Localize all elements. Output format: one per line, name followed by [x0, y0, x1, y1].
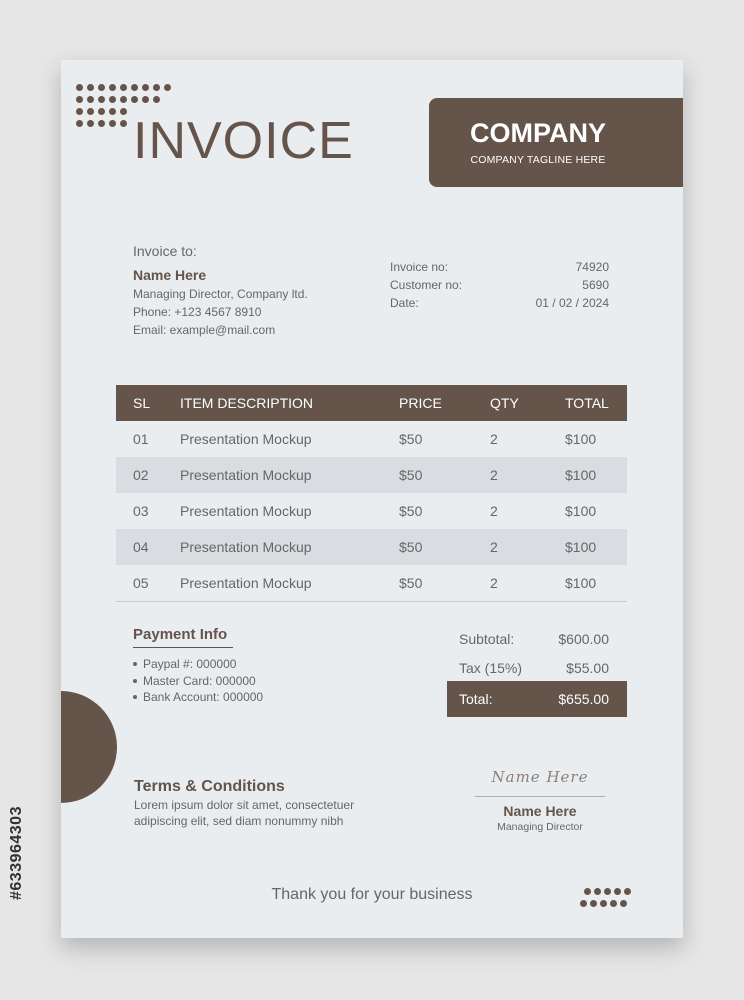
bullet-icon [133, 679, 137, 683]
client-name: Name Here [133, 267, 207, 283]
total-value: $655.00 [558, 691, 609, 707]
list-item [133, 689, 263, 706]
table-row [116, 457, 627, 493]
total-row [447, 681, 627, 717]
bill-to [133, 243, 308, 337]
company-name: COMPANY [469, 118, 606, 148]
cell-sl: 04 [116, 529, 180, 565]
cell-description: Presentation Mockup [180, 529, 399, 565]
cell-sl: 05 [116, 565, 180, 602]
meta-row-customer-no [390, 278, 609, 296]
company-tagline: COMPANY TAGLINE HERE [470, 154, 606, 166]
cell-price: $50 [399, 503, 423, 519]
cell-qty: 2 [490, 565, 565, 602]
cell-total: $100 [565, 431, 597, 447]
signatory-name: Name Here [503, 803, 577, 819]
payment-bank: Bank Account: 000000 [143, 690, 264, 705]
cell-qty: 2 [490, 503, 498, 519]
bullet-icon [133, 662, 137, 666]
invoice-page [61, 60, 683, 938]
meta-label: Invoice no: [390, 260, 449, 274]
cell-qty: 2 [490, 431, 498, 447]
meta-row-invoice-no [390, 260, 609, 278]
col-qty: QTY [490, 385, 565, 421]
meta-value: 74920 [575, 260, 609, 274]
cell-qty: 2 [490, 529, 565, 565]
cell-price: $50 [399, 431, 423, 447]
cell-price: $50 [399, 565, 490, 602]
subtotal-value: $600.00 [558, 630, 609, 647]
cell-total: $100 [565, 565, 627, 602]
cell-total: $100 [565, 503, 597, 519]
subtotal-row [447, 624, 627, 653]
col-description: ITEM DESCRIPTION [180, 385, 399, 421]
client-phone: Phone: +123 4567 8910 [133, 305, 262, 319]
cell-description: Presentation Mockup [180, 457, 399, 493]
cell-qty: 2 [490, 457, 565, 493]
signature-block [475, 768, 605, 833]
payment-info-list [133, 656, 263, 706]
client-role: Managing Director, Company ltd. [133, 287, 308, 301]
table-row [116, 565, 627, 602]
tax-row [447, 653, 627, 682]
signatory-title: Managing Director [497, 821, 583, 833]
meta-value: 5690 [582, 278, 609, 292]
terms-title: Terms & Conditions [134, 778, 285, 795]
cell-sl: 02 [116, 457, 180, 493]
cell-total: $100 [565, 457, 627, 493]
totals-block [447, 624, 627, 707]
invoice-meta [390, 260, 609, 314]
items-table [116, 385, 627, 602]
col-total: TOTAL [565, 385, 627, 421]
tax-label: Tax (15%) [459, 659, 523, 676]
cell-price: $50 [399, 457, 490, 493]
list-item [133, 656, 263, 673]
terms-body: Lorem ipsum dolor sit amet, consectetuer adipiscing elit, sed diam nonummy nibh [134, 798, 355, 828]
payment-paypal: Paypal #: 000000 [143, 657, 237, 672]
cell-description: Presentation Mockup [180, 565, 399, 602]
cell-sl: 03 [133, 503, 149, 519]
dot-pattern-bottom [580, 888, 630, 910]
cell-total: $100 [565, 529, 627, 565]
list-item [133, 673, 263, 690]
cell-description: Presentation Mockup [180, 503, 312, 519]
meta-label: Customer no: [390, 278, 463, 292]
stock-id-label: #633964303 [8, 806, 25, 900]
table-row [116, 529, 627, 565]
client-email: Email: example@mail.com [133, 323, 276, 337]
col-price: PRICE [399, 385, 490, 421]
tax-value: $55.00 [566, 659, 609, 676]
col-sl: SL [116, 385, 180, 421]
cell-price: $50 [399, 529, 490, 565]
table-header [116, 385, 627, 421]
total-label: Total: [459, 691, 493, 707]
table-row [116, 493, 627, 529]
thank-you-note: Thank you for your business [271, 886, 473, 903]
meta-value: 01 / 02 / 2024 [535, 296, 609, 310]
payment-mastercard: Master Card: 000000 [143, 673, 256, 688]
invoice-title: INVOICE [133, 112, 354, 170]
cell-sl: 01 [133, 431, 149, 447]
company-banner [429, 98, 683, 187]
subtotal-label: Subtotal: [459, 630, 515, 647]
cell-description: Presentation Mockup [180, 431, 312, 447]
decorative-half-circle [61, 691, 117, 803]
bullet-icon [133, 695, 137, 699]
table-row [116, 421, 627, 457]
payment-info-title: Payment Info [133, 626, 233, 648]
signature-script: Name Here [475, 768, 605, 797]
meta-label: Date: [390, 296, 419, 310]
bill-to-label: Invoice to: [133, 243, 197, 259]
meta-row-date [390, 296, 609, 314]
